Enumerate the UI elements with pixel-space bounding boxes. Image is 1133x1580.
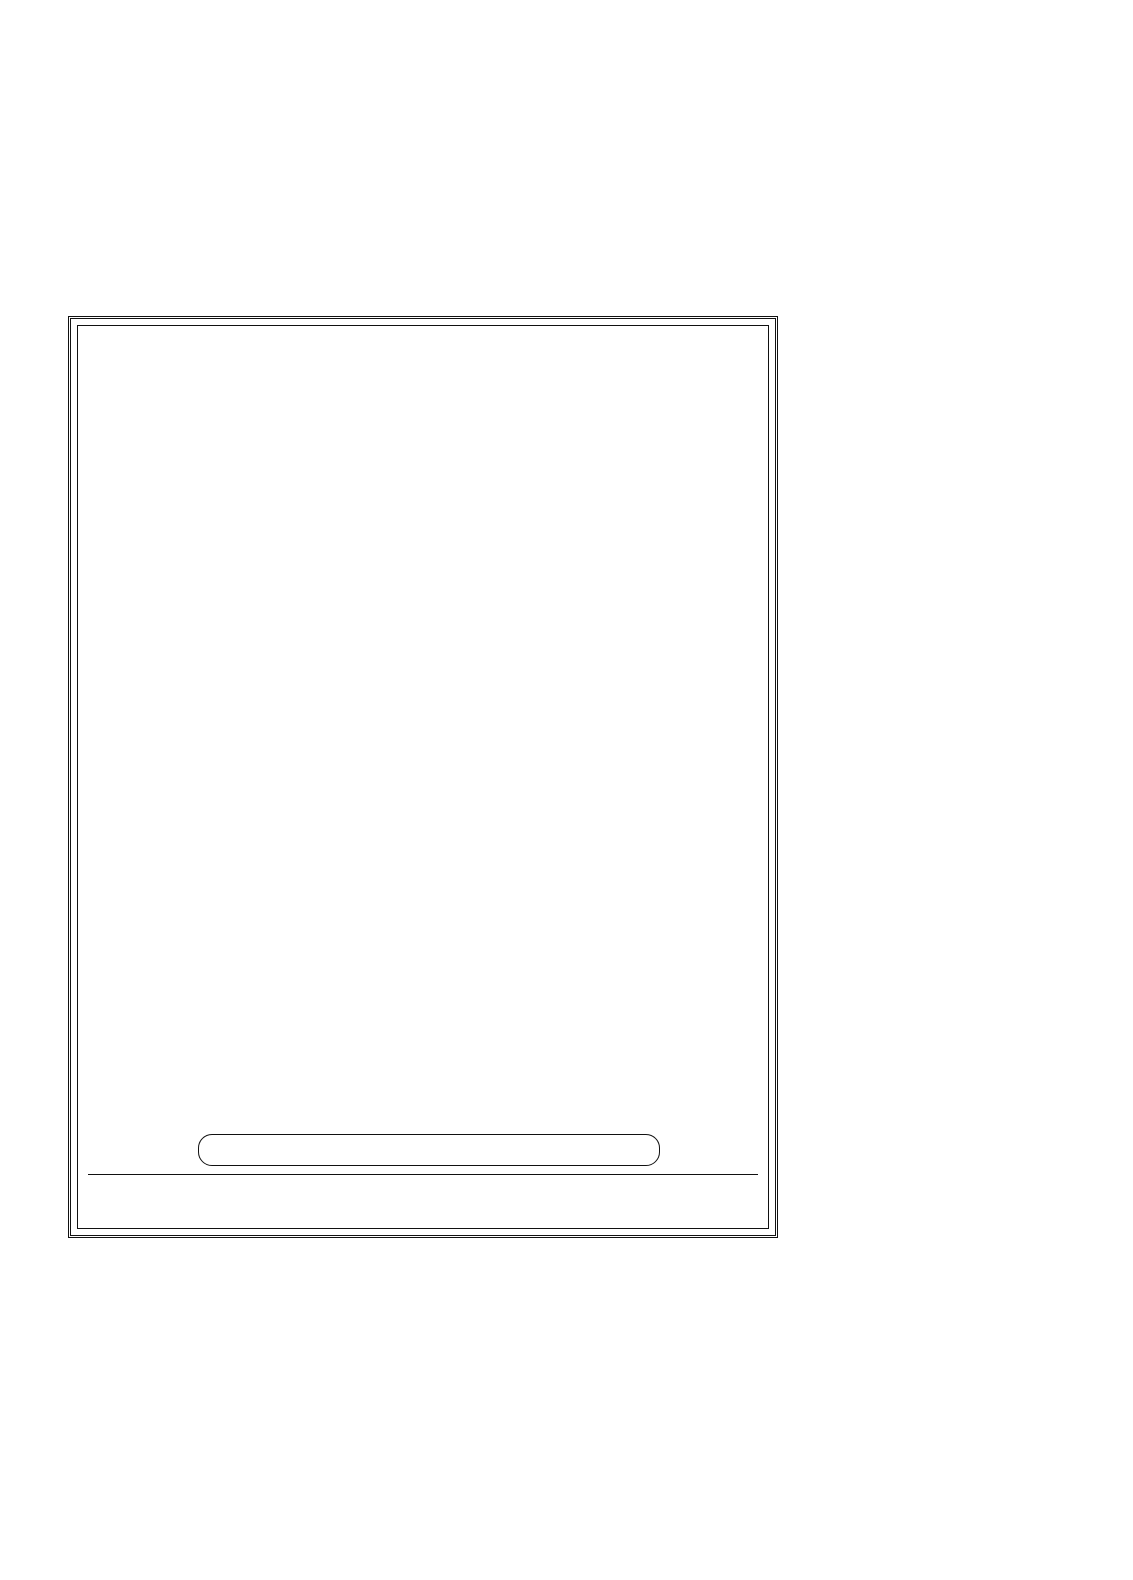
commentary-text-line <box>88 846 758 880</box>
commentary-text-line <box>88 462 758 496</box>
commentary-text-line <box>88 782 758 816</box>
margin-text-line <box>790 473 1090 507</box>
top-text-line <box>60 58 1085 94</box>
margin-text-line <box>790 784 1090 818</box>
bottom-text-line <box>60 1460 1085 1496</box>
chapter-heading <box>198 1134 660 1166</box>
margin-text-line <box>790 335 1090 369</box>
margin-text-line <box>790 300 1090 334</box>
margin-text-line <box>790 1165 1090 1199</box>
commentary-text-line <box>88 750 758 784</box>
top-text-line <box>60 94 1085 130</box>
margin-text-line <box>790 1061 1090 1095</box>
margin-text-line <box>790 542 1090 576</box>
bottom-text-line <box>60 1534 1085 1570</box>
commentary-box <box>68 316 778 1238</box>
commentary-text-line <box>88 526 758 560</box>
commentary-text-line <box>88 590 758 624</box>
margin-text-line <box>790 819 1090 853</box>
commentary-text-line <box>88 974 758 1008</box>
margin-text-line <box>790 1130 1090 1164</box>
commentary-text-line <box>88 814 758 848</box>
commentary-text-line <box>88 718 758 752</box>
commentary-text-line <box>88 942 758 976</box>
margin-text-line <box>790 681 1090 715</box>
bottom-text-line <box>60 1349 1085 1385</box>
margin-text-line <box>790 923 1090 957</box>
margin-text-line <box>790 715 1090 749</box>
commentary-text-line <box>88 1038 758 1072</box>
commentary-text-line <box>88 430 758 464</box>
top-text-line <box>60 130 1085 166</box>
margin-text-line <box>790 957 1090 991</box>
margin-text-line <box>790 577 1090 611</box>
commentary-text-line <box>88 366 758 400</box>
margin-text-line <box>790 404 1090 438</box>
commentary-text-line <box>88 1102 758 1136</box>
commentary-text-line <box>88 558 758 592</box>
commentary-text-line <box>88 878 758 912</box>
margin-text-line <box>790 1027 1090 1061</box>
commentary-text-line <box>88 686 758 720</box>
margin-text-line <box>790 854 1090 888</box>
commentary-text-line <box>88 1070 758 1104</box>
bottom-text-line <box>60 1423 1085 1459</box>
commentary-text-line <box>88 654 758 688</box>
bottom-text-line <box>60 1238 1085 1274</box>
commentary-text-line <box>88 334 758 368</box>
margin-text-line <box>790 992 1090 1026</box>
commentary-box-inner-border <box>77 325 769 1229</box>
margin-text-line <box>790 438 1090 472</box>
bottom-text-line <box>60 1275 1085 1311</box>
top-text-line <box>60 238 1085 274</box>
bottom-text-line <box>60 1497 1085 1533</box>
top-text-line <box>60 202 1085 238</box>
margin-text-line <box>790 646 1090 680</box>
commentary-text-line <box>88 1006 758 1040</box>
margin-text-line <box>790 1096 1090 1130</box>
commentary-tail-line <box>88 1182 758 1216</box>
commentary-text-line <box>88 398 758 432</box>
bottom-text-line <box>60 1312 1085 1348</box>
margin-text-line <box>790 369 1090 403</box>
top-text-line <box>60 22 1085 58</box>
bottom-text-line <box>60 1386 1085 1422</box>
margin-text-line <box>790 750 1090 784</box>
margin-text-line <box>790 611 1090 645</box>
commentary-text-line <box>88 622 758 656</box>
margin-text-line <box>790 508 1090 542</box>
margin-text-line <box>790 888 1090 922</box>
commentary-text-line <box>88 494 758 528</box>
divider-line <box>88 1174 758 1175</box>
commentary-text-line <box>88 910 758 944</box>
top-text-line <box>60 166 1085 202</box>
